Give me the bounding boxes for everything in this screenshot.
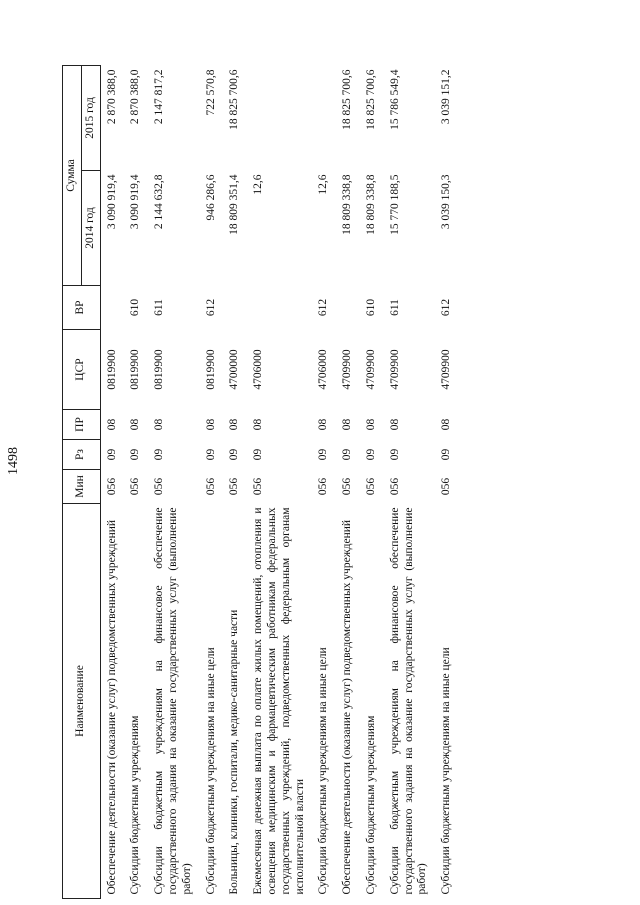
table-body [100, 65, 459, 898]
row-csr: 0819900 [204, 349, 217, 390]
table-row [100, 65, 124, 898]
row-min: 056 [252, 477, 265, 496]
row-name: Обеспечение деятельности (оказание услуг) подведомственных учреждений [341, 519, 354, 895]
header-2014: 2014 год [81, 171, 100, 286]
row-sum-2014: 15 770 188,5 [388, 174, 401, 235]
row-pr: 08 [105, 418, 118, 431]
row-name: Субсидии бюджетным учреждениям [129, 715, 142, 895]
row-name: Ежемесячная денежная выплата по оплате жилых помещений, отопления и освещения медицинским и фармацевтическим работникам федеральных государственных учреждений, подведомственных федеральным органам исполнительной власти [252, 507, 306, 895]
row-csr: 4709900 [364, 349, 377, 390]
row-sum-2015: 18 825 700,6 [228, 69, 241, 130]
header-min: Мин [63, 470, 101, 504]
table-row [384, 65, 435, 898]
table-row [360, 65, 384, 898]
row-sum-2014: 12,6 [317, 174, 330, 195]
row-name: Субсидии бюджетным учреждениям на иные цели [317, 647, 330, 895]
row-rz: 09 [317, 448, 330, 461]
row-name: Субсидии бюджетным учреждениям на иные цели [440, 647, 453, 895]
row-sum-2015: 722 570,8 [204, 69, 217, 116]
table-row [336, 65, 360, 898]
row-vr: 612 [440, 298, 453, 317]
row-sum-2015: 2 870 388,0 [129, 69, 142, 125]
row-min: 056 [204, 477, 217, 496]
budget-table [62, 65, 459, 899]
row-min: 056 [105, 477, 118, 496]
row-sum-2015 [247, 65, 312, 170]
row-pr: 08 [252, 418, 265, 431]
row-pr: 08 [228, 418, 241, 431]
row-pr: 08 [440, 418, 453, 431]
row-min: 056 [388, 477, 401, 496]
row-name: Субсидии бюджетным учреждениям на финансовое обеспечение государственного задания на оказание государственных услуг (выполнение работ) [153, 507, 193, 895]
row-min: 056 [341, 477, 354, 496]
row-vr [223, 286, 247, 330]
table-row [223, 65, 247, 898]
row-min: 056 [129, 477, 142, 496]
table-row [124, 65, 148, 898]
row-sum-2015: 2 870 388,0 [105, 69, 118, 125]
page-number: 1498 [6, 447, 21, 475]
row-sum-2015: 15 786 549,4 [388, 69, 401, 130]
row-sum-2014: 2 144 632,8 [153, 174, 166, 230]
row-sum-2014: 18 809 338,8 [341, 174, 354, 235]
row-vr: 611 [388, 299, 401, 316]
row-min: 056 [317, 477, 330, 496]
row-sum-2015: 18 825 700,6 [341, 69, 354, 130]
row-rz: 09 [129, 448, 142, 461]
row-csr: 4709900 [388, 349, 401, 390]
row-rz: 09 [388, 448, 401, 461]
table-row [435, 65, 459, 898]
row-csr: 4709900 [341, 349, 354, 390]
header-sum: Сумма [63, 65, 82, 285]
row-rz: 09 [364, 448, 377, 461]
row-pr: 08 [341, 418, 354, 431]
row-min: 056 [364, 477, 377, 496]
row-vr [336, 286, 360, 330]
header-vr: ВР [63, 286, 101, 330]
row-csr: 0819900 [129, 349, 142, 390]
header-name: Наименование [63, 504, 101, 899]
table-header [63, 65, 101, 898]
row-rz: 09 [153, 448, 166, 461]
row-pr: 08 [129, 418, 142, 431]
row-name: Больницы, клиники, госпитали, медико-санитарные части [228, 609, 241, 895]
row-csr: 4700000 [228, 349, 241, 390]
row-sum-2014: 3 090 919,4 [105, 174, 118, 230]
row-sum-2014: 12,6 [252, 174, 265, 195]
row-min: 056 [153, 477, 166, 496]
row-vr: 612 [204, 298, 217, 317]
row-csr: 4709900 [440, 349, 453, 390]
row-csr: 4706000 [317, 349, 330, 390]
row-rz: 09 [204, 448, 217, 461]
row-rz: 09 [228, 448, 241, 461]
row-sum-2015: 18 825 700,6 [364, 69, 377, 130]
row-sum-2014: 3 090 919,4 [129, 174, 142, 230]
row-sum-2015: 2 147 817,2 [153, 69, 166, 125]
row-min: 056 [440, 477, 453, 496]
row-vr: 611 [153, 299, 166, 316]
row-pr: 08 [317, 418, 330, 431]
row-vr: 610 [364, 298, 377, 317]
row-pr: 08 [204, 418, 217, 431]
row-sum-2014: 18 809 338,8 [364, 174, 377, 235]
row-sum-2014: 946 286,6 [204, 174, 217, 221]
header-2015: 2015 год [81, 65, 100, 170]
header-pr: ПР [63, 410, 101, 440]
row-vr [100, 286, 124, 330]
row-rz: 09 [440, 448, 453, 461]
row-rz: 09 [105, 448, 118, 461]
row-name: Субсидии бюджетным учреждениям на финансовое обеспечение государственного задания на оказание государственных услуг (выполнение работ) [388, 507, 429, 895]
header-rz: Рз [63, 440, 101, 470]
row-name: Субсидии бюджетным учреждениям [364, 715, 377, 895]
row-min: 056 [228, 477, 241, 496]
row-csr: 0819900 [105, 349, 118, 390]
row-pr: 08 [153, 418, 166, 431]
row-name: Субсидии бюджетным учреждениям на иные цели [204, 647, 217, 895]
table-row [148, 65, 199, 898]
row-vr: 612 [317, 298, 330, 317]
row-rz: 09 [252, 448, 265, 461]
table-row [200, 65, 224, 898]
row-sum-2015 [312, 65, 336, 170]
row-csr: 0819900 [153, 349, 166, 390]
row-sum-2014: 3 039 150,3 [440, 174, 453, 230]
row-vr [247, 286, 312, 330]
header-csr: ЦСР [63, 330, 101, 410]
row-name: Обеспечение деятельности (оказание услуг) подведомственных учреждений [105, 519, 118, 895]
row-sum-2015: 3 039 151,2 [440, 69, 453, 125]
row-csr: 4706000 [252, 349, 265, 390]
table-row [312, 65, 336, 898]
row-pr: 08 [388, 418, 401, 431]
table-row [247, 65, 312, 898]
row-vr: 610 [129, 298, 142, 317]
row-rz: 09 [341, 448, 354, 461]
row-sum-2014: 18 809 351,4 [228, 174, 241, 235]
row-pr: 08 [364, 418, 377, 431]
